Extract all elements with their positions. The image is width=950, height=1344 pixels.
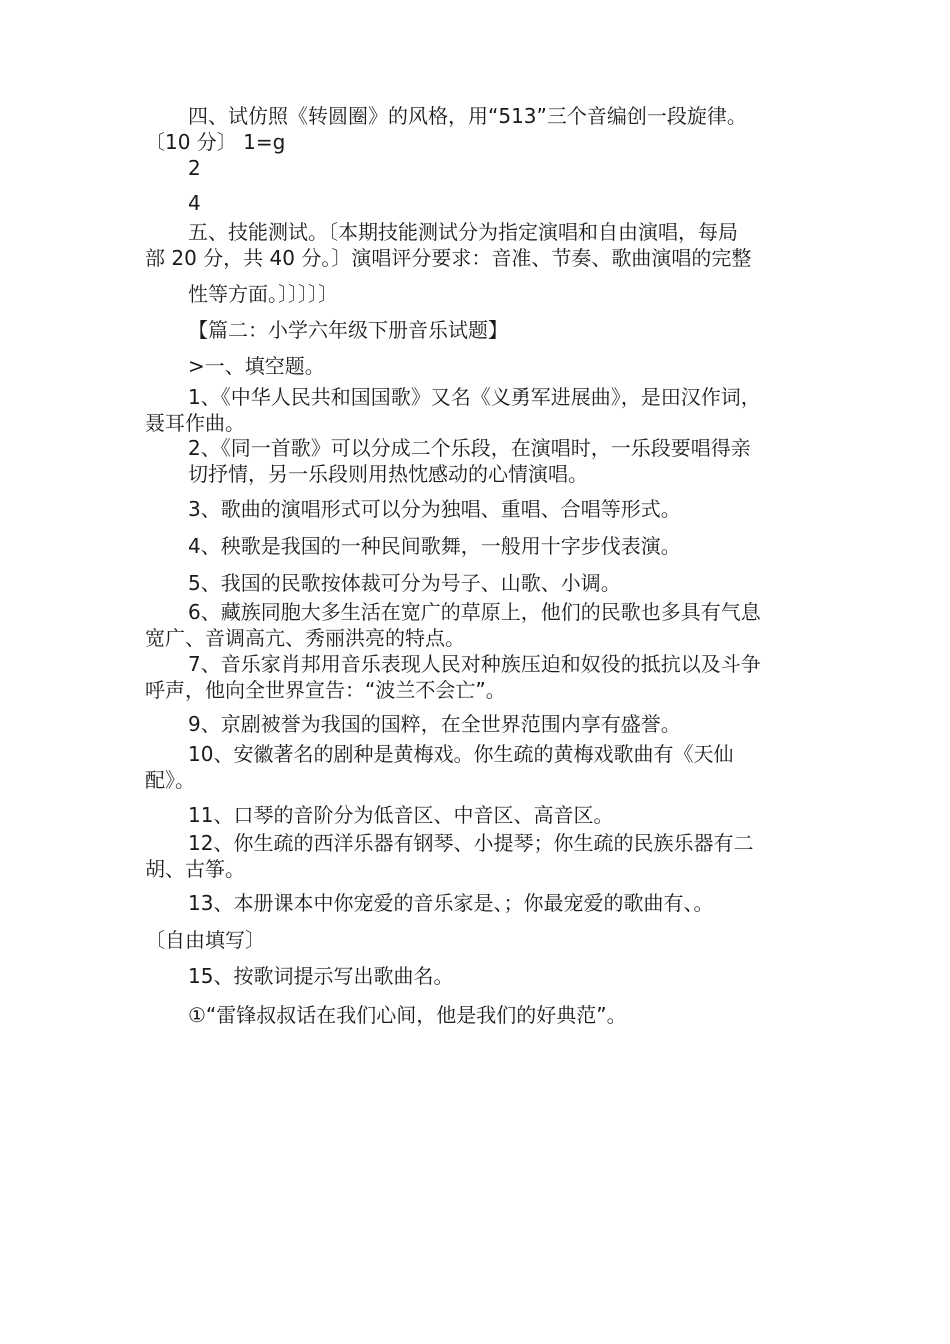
item-15: 15、按歌词提示写出歌曲名。 xyxy=(188,964,454,988)
time-signature-top: 2 xyxy=(188,156,201,180)
item-1-line-1: 1、《中华人民共和国国歌》又名《义勇军进展曲》，是田汉作词， xyxy=(188,385,761,409)
question-4-line-1: 四、试仿照《转圆圈》的风格，用“513”三个音编创一段旋律。 xyxy=(188,104,747,128)
item-3: 3、歌曲的演唱形式可以分为独唱、重唱、合唱等形式。 xyxy=(188,497,681,521)
item-1-line-2: 聂耳作曲。 xyxy=(145,411,245,435)
item-7-line-2: 呼声，他向全世界宣告：“波兰不会亡”。 xyxy=(145,678,506,702)
item-12-line-2: 胡、古筝。 xyxy=(145,857,245,881)
item-2-line-2: 切抒情，另一乐段则用热忱感动的心情演唱。 xyxy=(188,462,588,486)
section-title: 【篇二：小学六年级下册音乐试题】 xyxy=(188,318,508,342)
fill-in-heading: >一、填空题。 xyxy=(188,354,325,378)
question-4-line-2: 〔10 分〕 1=g xyxy=(145,130,286,154)
item-12-line-1: 12、你生疏的西洋乐器有钢琴、小提琴；你生疏的民族乐器有二 xyxy=(188,831,754,855)
item-13: 13、本册课本中你宠爱的音乐家是、；你最宠爱的歌曲有、。 xyxy=(188,891,714,915)
item-6-line-1: 6、藏族同胞大多生活在宽广的草原上，他们的民歌也多具有气息 xyxy=(188,600,761,624)
item-10-line-1: 10、安徽著名的剧种是黄梅戏。你生疏的黄梅戏歌曲有《天仙 xyxy=(188,742,734,766)
question-5-line-3: 性等方面。〕〕〕〕〕 xyxy=(188,282,338,306)
item-9: 9、京剧被誉为我国的国粹，在全世界范围内享有盛誉。 xyxy=(188,712,681,736)
item-15-subitem-1: ①“雷锋叔叔话在我们心间，他是我们的好典范”。 xyxy=(188,1003,627,1027)
item-10-line-2: 配》。 xyxy=(145,768,195,792)
item-4: 4、秧歌是我国的一种民间歌舞，一般用十字步伐表演。 xyxy=(188,534,681,558)
free-fill-note: 〔自由填写〕 xyxy=(145,928,265,952)
item-5: 5、我国的民歌按体裁可分为号子、山歌、小调。 xyxy=(188,571,621,595)
item-7-line-1: 7、音乐家肖邦用音乐表现人民对种族压迫和奴役的抵抗以及斗争 xyxy=(188,652,761,676)
item-11: 11、口琴的音阶分为低音区、中音区、高音区。 xyxy=(188,803,614,827)
item-6-line-2: 宽广、音调高亢、秀丽洪亮的特点。 xyxy=(145,626,465,650)
question-5-line-2: 部 20 分，共 40 分。〕演唱评分要求：音准、节奏、歌曲演唱的完整 xyxy=(145,246,752,270)
item-2-line-1: 2、《同一首歌》可以分成二个乐段，在演唱时，一乐段要唱得亲 xyxy=(188,436,751,460)
time-signature-bottom: 4 xyxy=(188,191,201,215)
question-5-line-1: 五、技能测试。〔本期技能测试分为指定演唱和自由演唱，每局 xyxy=(188,220,738,244)
